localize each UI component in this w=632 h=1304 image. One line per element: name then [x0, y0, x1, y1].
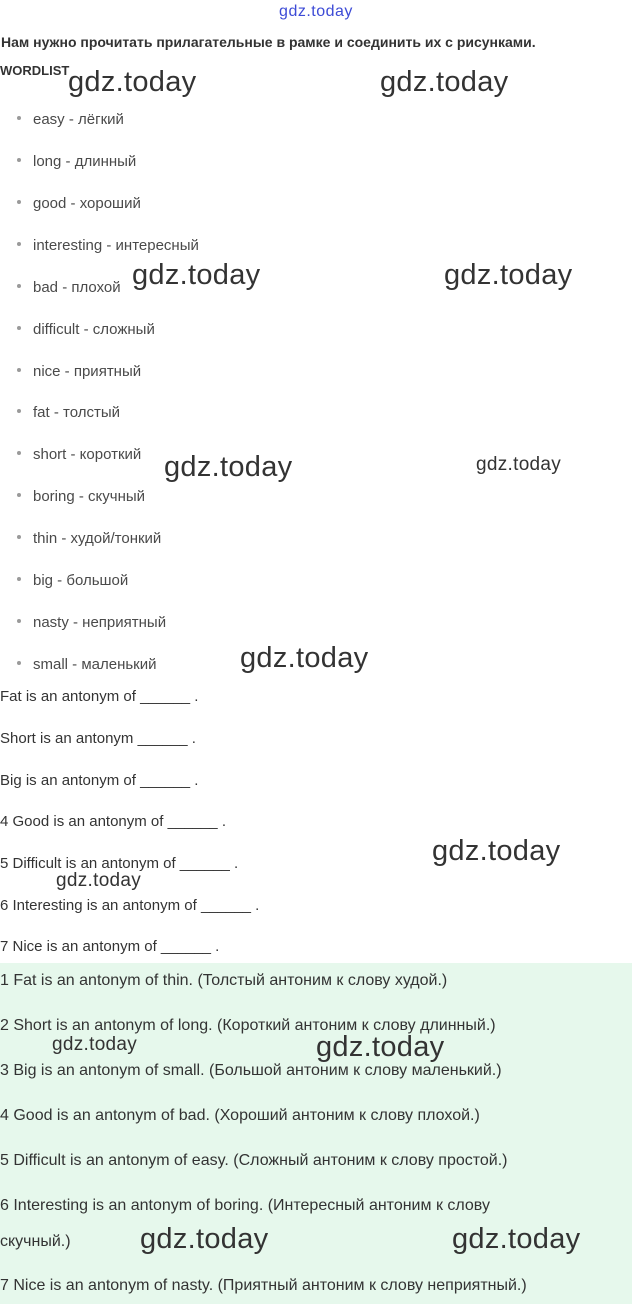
watermark: gdz.today — [444, 259, 573, 291]
watermark: gdz.today — [432, 835, 561, 867]
word-text: fat - толстый — [33, 404, 121, 421]
answer-line: скучный.) — [0, 1233, 71, 1250]
bullet-icon — [17, 577, 21, 581]
question-line: 6 Interesting is an antonym of ______ . — [0, 897, 260, 914]
watermark: gdz.today — [240, 642, 369, 674]
bullet-icon — [17, 284, 21, 288]
word-text: thin - худой/тонкий — [33, 530, 162, 547]
word-text: difficult - сложный — [33, 321, 155, 338]
bullet-icon — [17, 242, 21, 246]
bullet-icon — [17, 619, 21, 623]
bullet-icon — [17, 200, 21, 204]
question-line: Big is an antonym of ______ . — [0, 772, 199, 789]
word-text: long - длинный — [33, 153, 137, 170]
bullet-icon — [17, 116, 21, 120]
watermark: gdz.today — [140, 1223, 269, 1255]
watermark: gdz.today — [56, 870, 142, 891]
watermark: gdz.today — [164, 451, 293, 483]
bullet-icon — [17, 326, 21, 330]
question-line: 4 Good is an antonym of ______ . — [0, 813, 226, 830]
question-line: 7 Nice is an antonym of ______ . — [0, 938, 220, 955]
bullet-icon — [17, 158, 21, 162]
answer-line: 7 Nice is an antonym of nasty. (Приятный антоним к слову неприятный.) — [0, 1277, 527, 1294]
word-text: interesting - интересный — [33, 237, 199, 254]
site-logo[interactable]: gdz.today — [279, 3, 353, 20]
watermark: gdz.today — [68, 66, 197, 98]
word-text: good - хороший — [33, 195, 141, 212]
bullet-icon — [17, 409, 21, 413]
bullet-icon — [17, 451, 21, 455]
word-text: big - большой — [33, 572, 129, 589]
answer-line: 5 Difficult is an antonym of easy. (Сложный антоним к слову простой.) — [0, 1152, 508, 1169]
watermark: gdz.today — [316, 1031, 445, 1063]
watermark: gdz.today — [452, 1223, 581, 1255]
answer-line: 4 Good is an antonym of bad. (Хороший антоним к слову плохой.) — [0, 1107, 480, 1124]
bullet-icon — [17, 493, 21, 497]
watermark: gdz.today — [476, 454, 562, 475]
answer-line: 3 Big is an antonym of small. (Большой антоним к слову маленький.) — [0, 1062, 502, 1079]
question-line: 5 Difficult is an antonym of ______ . — [0, 855, 239, 872]
question-line: Short is an antonym ______ . — [0, 730, 196, 747]
bullet-icon — [17, 661, 21, 665]
intro-text: Нам нужно прочитать прилагательные в рамке и соединить их с рисунками. — [1, 34, 536, 50]
answer-line: 6 Interesting is an antonym of boring. (Интересный антоним к слову — [0, 1197, 490, 1214]
answer-line: 1 Fat is an antonym of thin. (Толстый антоним к слову худой.) — [0, 972, 448, 989]
word-text: short - короткий — [33, 446, 142, 463]
question-line: Fat is an antonym of ______ . — [0, 688, 199, 705]
wordlist-title: WORDLIST — [0, 63, 70, 78]
bullet-icon — [17, 535, 21, 539]
answer-line: 2 Short is an antonym of long. (Короткий антоним к слову длинный.) — [0, 1017, 496, 1034]
watermark: gdz.today — [52, 1034, 138, 1055]
answer-block — [0, 963, 632, 1304]
word-text: bad - плохой — [33, 279, 121, 296]
bullet-icon — [17, 368, 21, 372]
watermark: gdz.today — [132, 259, 261, 291]
word-text: nasty - неприятный — [33, 614, 167, 631]
word-text: boring - скучный — [33, 488, 146, 505]
word-text: nice - приятный — [33, 363, 142, 380]
word-text: small - маленький — [33, 656, 157, 673]
word-text: easy - лёгкий — [33, 111, 124, 128]
watermark: gdz.today — [380, 66, 509, 98]
